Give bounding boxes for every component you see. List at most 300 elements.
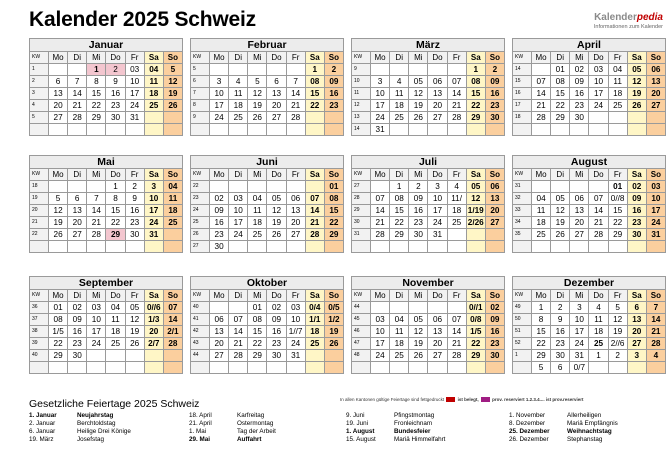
day-cell[interactable]: 2 bbox=[125, 181, 144, 193]
day-cell[interactable]: 10 bbox=[589, 76, 608, 88]
day-cell[interactable]: 06 bbox=[428, 314, 447, 326]
day-cell[interactable]: 28 bbox=[532, 112, 551, 124]
day-cell[interactable]: 28 bbox=[447, 112, 466, 124]
day-cell[interactable]: 01 bbox=[608, 181, 627, 193]
day-cell[interactable]: 24 bbox=[229, 229, 248, 241]
day-cell[interactable]: 1 bbox=[305, 64, 324, 76]
day-cell[interactable]: 20 bbox=[627, 326, 646, 338]
day-cell[interactable]: 16 bbox=[627, 205, 646, 217]
day-cell[interactable]: 6 bbox=[627, 302, 646, 314]
day-cell[interactable]: 06 bbox=[286, 193, 305, 205]
day-cell[interactable]: 5 bbox=[49, 193, 68, 205]
day-cell[interactable]: 02 bbox=[68, 302, 87, 314]
day-cell[interactable]: 30 bbox=[551, 350, 570, 362]
day-cell[interactable]: 05 bbox=[125, 302, 144, 314]
day-cell[interactable]: 30 bbox=[485, 350, 504, 362]
day-cell[interactable]: 11 bbox=[532, 205, 551, 217]
day-cell[interactable]: 5 bbox=[248, 76, 267, 88]
day-cell[interactable]: 16 bbox=[570, 88, 589, 100]
day-cell[interactable]: 4 bbox=[589, 302, 608, 314]
day-cell[interactable]: 24 bbox=[210, 112, 229, 124]
day-cell[interactable]: 1/2 bbox=[324, 314, 343, 326]
day-cell[interactable]: 04 bbox=[106, 302, 125, 314]
day-cell[interactable]: 30 bbox=[267, 350, 286, 362]
day-cell[interactable]: 31 bbox=[428, 229, 447, 241]
day-cell[interactable]: 0//6 bbox=[144, 302, 163, 314]
day-cell[interactable]: 1//7 bbox=[286, 326, 305, 338]
day-cell[interactable]: 23 bbox=[106, 100, 125, 112]
day-cell[interactable]: 20 bbox=[570, 217, 589, 229]
day-cell[interactable]: 01 bbox=[324, 181, 343, 193]
day-cell[interactable]: 22 bbox=[466, 100, 485, 112]
day-cell[interactable]: 18 bbox=[390, 100, 409, 112]
day-cell[interactable]: 22 bbox=[390, 217, 409, 229]
day-cell[interactable]: 7 bbox=[87, 193, 106, 205]
day-cell[interactable]: 12 bbox=[409, 88, 428, 100]
day-cell[interactable]: 28 bbox=[87, 229, 106, 241]
day-cell[interactable]: 7 bbox=[286, 76, 305, 88]
day-cell[interactable]: 26 bbox=[627, 100, 646, 112]
day-cell[interactable]: 02 bbox=[627, 181, 646, 193]
day-cell[interactable]: 30 bbox=[409, 229, 428, 241]
day-cell[interactable]: 28 bbox=[589, 229, 608, 241]
day-cell[interactable]: 11 bbox=[608, 76, 627, 88]
day-cell[interactable]: 10 bbox=[125, 76, 144, 88]
day-cell[interactable]: 11 bbox=[248, 205, 267, 217]
day-cell[interactable]: 28 bbox=[286, 112, 305, 124]
day-cell[interactable]: 14 bbox=[646, 314, 665, 326]
day-cell[interactable]: 13 bbox=[428, 326, 447, 338]
day-cell[interactable]: 04 bbox=[248, 193, 267, 205]
day-cell[interactable]: 30 bbox=[125, 229, 144, 241]
day-cell[interactable]: 21 bbox=[371, 217, 390, 229]
day-cell[interactable]: 8 bbox=[106, 193, 125, 205]
day-cell[interactable]: 7 bbox=[646, 302, 665, 314]
day-cell[interactable]: 06 bbox=[210, 314, 229, 326]
day-cell[interactable]: 25 bbox=[532, 229, 551, 241]
day-cell[interactable]: 14 bbox=[447, 326, 466, 338]
day-cell[interactable]: 19 bbox=[627, 88, 646, 100]
day-cell[interactable]: 29 bbox=[466, 112, 485, 124]
day-cell[interactable]: 20 bbox=[68, 217, 87, 229]
day-cell[interactable]: 17 bbox=[646, 205, 665, 217]
day-cell[interactable]: 08 bbox=[248, 314, 267, 326]
day-cell[interactable]: 12 bbox=[466, 193, 485, 205]
day-cell[interactable]: 16 bbox=[267, 326, 286, 338]
day-cell[interactable]: 09 bbox=[267, 314, 286, 326]
day-cell[interactable]: 16 bbox=[324, 88, 343, 100]
day-cell[interactable]: 24 bbox=[144, 217, 163, 229]
day-cell[interactable]: 06 bbox=[485, 181, 504, 193]
day-cell[interactable]: 09 bbox=[570, 76, 589, 88]
day-cell[interactable]: 31 bbox=[371, 124, 390, 136]
day-cell[interactable]: 14 bbox=[68, 88, 87, 100]
day-cell[interactable]: 14 bbox=[447, 88, 466, 100]
day-cell[interactable]: 12 bbox=[267, 205, 286, 217]
day-cell[interactable]: 16 bbox=[409, 205, 428, 217]
day-cell[interactable]: 27 bbox=[68, 229, 87, 241]
day-cell[interactable]: 10 bbox=[229, 205, 248, 217]
day-cell[interactable]: 02 bbox=[267, 302, 286, 314]
day-cell[interactable]: 28 bbox=[447, 350, 466, 362]
day-cell[interactable]: 22 bbox=[87, 100, 106, 112]
day-cell[interactable]: 19 bbox=[608, 326, 627, 338]
day-cell[interactable]: 22 bbox=[305, 100, 324, 112]
day-cell[interactable]: 11 bbox=[106, 314, 125, 326]
day-cell[interactable]: 27 bbox=[428, 350, 447, 362]
day-cell[interactable]: 21 bbox=[286, 100, 305, 112]
day-cell[interactable]: 24 bbox=[125, 100, 144, 112]
day-cell[interactable]: 08 bbox=[49, 314, 68, 326]
day-cell[interactable]: 27 bbox=[49, 112, 68, 124]
day-cell[interactable]: 20 bbox=[485, 205, 504, 217]
day-cell[interactable]: 24 bbox=[371, 350, 390, 362]
day-cell[interactable]: 2/26 bbox=[467, 218, 484, 227]
day-cell[interactable]: 3 bbox=[371, 76, 390, 88]
day-cell[interactable]: 6 bbox=[267, 76, 286, 88]
day-cell[interactable]: 17 bbox=[210, 100, 229, 112]
day-cell[interactable]: 10 bbox=[570, 314, 589, 326]
day-cell[interactable]: 31 bbox=[646, 229, 665, 241]
day-cell[interactable]: 28 bbox=[163, 338, 182, 350]
day-cell[interactable]: 18 bbox=[589, 326, 608, 338]
day-cell[interactable]: 1 bbox=[589, 350, 608, 362]
day-cell[interactable]: 12 bbox=[49, 205, 68, 217]
day-cell[interactable]: 13 bbox=[49, 88, 68, 100]
day-cell[interactable]: 26 bbox=[409, 350, 428, 362]
day-cell[interactable]: 12 bbox=[608, 314, 627, 326]
day-cell[interactable]: 28 bbox=[371, 229, 390, 241]
day-cell[interactable]: 17 bbox=[229, 217, 248, 229]
day-cell[interactable]: 06 bbox=[646, 64, 665, 76]
day-cell[interactable]: 22 bbox=[106, 217, 125, 229]
day-cell[interactable]: 16 bbox=[485, 88, 504, 100]
day-cell[interactable]: 18 bbox=[305, 326, 324, 338]
day-cell[interactable]: 04 bbox=[532, 193, 551, 205]
day-cell[interactable]: 01 bbox=[49, 302, 68, 314]
day-cell[interactable]: 08 bbox=[551, 76, 570, 88]
day-cell[interactable]: 19 bbox=[409, 338, 428, 350]
day-cell[interactable]: 30 bbox=[106, 112, 125, 124]
day-cell[interactable]: 8 bbox=[532, 314, 551, 326]
day-cell[interactable]: 19 bbox=[49, 217, 68, 229]
day-cell[interactable]: 23 bbox=[125, 217, 144, 229]
day-cell[interactable]: 29 bbox=[466, 350, 485, 362]
day-cell[interactable]: 11 bbox=[589, 314, 608, 326]
day-cell[interactable]: 29 bbox=[608, 229, 627, 241]
day-cell[interactable]: 11 bbox=[163, 193, 182, 205]
day-cell[interactable]: 27 bbox=[428, 112, 447, 124]
day-cell[interactable]: 0//1 bbox=[466, 302, 485, 314]
day-cell[interactable]: 19 bbox=[248, 100, 267, 112]
day-cell[interactable]: 24 bbox=[87, 338, 106, 350]
day-cell[interactable]: 03 bbox=[286, 302, 305, 314]
day-cell[interactable]: 9 bbox=[125, 193, 144, 205]
day-cell[interactable]: 23 bbox=[324, 100, 343, 112]
day-cell[interactable]: 11/ bbox=[447, 193, 466, 205]
day-cell[interactable]: 04 bbox=[144, 64, 163, 76]
day-cell[interactable]: 2 bbox=[485, 64, 504, 76]
day-cell[interactable]: 28 bbox=[646, 338, 665, 350]
day-cell[interactable]: 30 bbox=[68, 350, 87, 362]
day-cell[interactable]: 19 bbox=[324, 326, 343, 338]
day-cell[interactable]: 3 bbox=[428, 181, 447, 193]
day-cell[interactable]: 13 bbox=[485, 193, 504, 205]
day-cell[interactable]: 01 bbox=[248, 302, 267, 314]
day-cell[interactable]: 1 bbox=[87, 64, 106, 76]
day-cell[interactable]: 26 bbox=[324, 338, 343, 350]
day-cell[interactable]: 5 bbox=[608, 302, 627, 314]
day-cell[interactable]: 09 bbox=[324, 76, 343, 88]
day-cell[interactable]: 21 bbox=[87, 217, 106, 229]
day-cell[interactable]: 16 bbox=[125, 205, 144, 217]
day-cell[interactable]: 15 bbox=[305, 88, 324, 100]
day-cell[interactable]: 15 bbox=[466, 88, 485, 100]
day-cell[interactable]: 07 bbox=[447, 314, 466, 326]
day-cell[interactable]: 1 bbox=[106, 181, 125, 193]
day-cell[interactable]: 2 bbox=[551, 302, 570, 314]
day-cell[interactable]: 20 bbox=[267, 100, 286, 112]
day-cell[interactable]: 14 bbox=[371, 205, 390, 217]
day-cell[interactable]: 9 bbox=[106, 76, 125, 88]
day-cell[interactable]: 25 bbox=[106, 338, 125, 350]
day-cell[interactable]: 17 bbox=[371, 338, 390, 350]
day-cell[interactable]: 18 bbox=[106, 326, 125, 338]
day-cell[interactable]: 16 bbox=[551, 326, 570, 338]
day-cell[interactable]: 06 bbox=[570, 193, 589, 205]
day-cell[interactable]: 23 bbox=[210, 229, 229, 241]
day-cell[interactable]: 21 bbox=[305, 217, 324, 229]
day-cell[interactable]: 07 bbox=[447, 76, 466, 88]
day-cell[interactable]: 15 bbox=[608, 205, 627, 217]
day-cell[interactable]: 4 bbox=[390, 76, 409, 88]
day-cell[interactable]: 23 bbox=[485, 338, 504, 350]
day-cell[interactable]: 25 bbox=[248, 229, 267, 241]
day-cell[interactable]: 16 bbox=[210, 217, 229, 229]
day-cell[interactable]: 2 bbox=[409, 181, 428, 193]
day-cell[interactable]: 09 bbox=[485, 76, 504, 88]
day-cell[interactable]: 5 bbox=[163, 64, 182, 76]
day-cell[interactable]: 14 bbox=[589, 205, 608, 217]
day-cell[interactable]: 27 bbox=[210, 350, 229, 362]
day-cell[interactable]: 17 bbox=[570, 326, 589, 338]
day-cell[interactable]: 26 bbox=[409, 112, 428, 124]
brand-logo[interactable] bbox=[594, 12, 663, 30]
day-cell[interactable]: 21 bbox=[532, 100, 551, 112]
day-cell[interactable]: 6 bbox=[551, 362, 570, 374]
day-cell[interactable]: 30 bbox=[210, 241, 229, 253]
day-cell[interactable]: 15 bbox=[87, 88, 106, 100]
day-cell[interactable]: 05 bbox=[551, 193, 570, 205]
day-cell[interactable]: 26 bbox=[267, 229, 286, 241]
day-cell[interactable]: 2 bbox=[106, 64, 125, 76]
day-cell[interactable]: 24 bbox=[428, 217, 447, 229]
day-cell[interactable]: 12 bbox=[627, 76, 646, 88]
day-cell[interactable]: 30 bbox=[485, 112, 504, 124]
day-cell[interactable]: 1/5 bbox=[49, 326, 68, 338]
day-cell[interactable]: 08 bbox=[324, 193, 343, 205]
day-cell[interactable]: 28 bbox=[68, 112, 87, 124]
day-cell[interactable]: 02 bbox=[210, 193, 229, 205]
day-cell[interactable]: 6 bbox=[68, 193, 87, 205]
day-cell[interactable]: 16 bbox=[485, 326, 504, 338]
day-cell[interactable]: 20 bbox=[646, 88, 665, 100]
day-cell[interactable]: 27 bbox=[627, 338, 646, 350]
day-cell[interactable]: 20 bbox=[144, 326, 163, 338]
day-cell[interactable]: 25 bbox=[390, 112, 409, 124]
day-cell[interactable]: 11 bbox=[229, 88, 248, 100]
day-cell[interactable]: 3 bbox=[144, 181, 163, 193]
day-cell[interactable]: 2 bbox=[608, 350, 627, 362]
day-cell[interactable]: 25 bbox=[163, 217, 182, 229]
day-cell[interactable]: 10 bbox=[286, 314, 305, 326]
day-cell[interactable]: 7 bbox=[68, 76, 87, 88]
day-cell[interactable]: 10 bbox=[144, 193, 163, 205]
day-cell[interactable]: 29 bbox=[551, 112, 570, 124]
day-cell[interactable]: 01 bbox=[551, 64, 570, 76]
day-cell[interactable]: 19 bbox=[267, 217, 286, 229]
day-cell[interactable]: 31 bbox=[286, 350, 305, 362]
day-cell[interactable]: 09 bbox=[627, 193, 646, 205]
day-cell[interactable]: 0/8 bbox=[466, 314, 485, 326]
day-cell[interactable]: 13 bbox=[646, 76, 665, 88]
day-cell[interactable]: 21 bbox=[68, 100, 87, 112]
day-cell[interactable]: 07 bbox=[371, 193, 390, 205]
day-cell[interactable]: 19 bbox=[163, 88, 182, 100]
day-cell[interactable]: 26 bbox=[49, 229, 68, 241]
day-cell[interactable]: 12 bbox=[409, 326, 428, 338]
day-cell[interactable]: 05 bbox=[627, 64, 646, 76]
day-cell[interactable]: 3 bbox=[570, 302, 589, 314]
day-cell[interactable]: 26 bbox=[163, 100, 182, 112]
day-cell[interactable]: 04 bbox=[390, 314, 409, 326]
day-cell[interactable]: 14 bbox=[163, 314, 182, 326]
day-cell[interactable]: 22 bbox=[324, 217, 343, 229]
day-cell[interactable]: 25 bbox=[144, 100, 163, 112]
day-cell[interactable]: 24 bbox=[646, 217, 665, 229]
day-cell[interactable]: 07 bbox=[532, 76, 551, 88]
day-cell[interactable]: 3 bbox=[627, 350, 646, 362]
day-cell[interactable]: 04 bbox=[163, 181, 182, 193]
day-cell[interactable]: 23 bbox=[409, 217, 428, 229]
day-cell[interactable]: 08 bbox=[305, 76, 324, 88]
day-cell[interactable]: 2/1 bbox=[163, 326, 182, 338]
day-cell[interactable]: 15 bbox=[551, 88, 570, 100]
day-cell[interactable]: 04 bbox=[608, 64, 627, 76]
day-cell[interactable]: 12 bbox=[248, 88, 267, 100]
day-cell[interactable]: 25 bbox=[589, 338, 608, 350]
day-cell[interactable]: 18 bbox=[229, 100, 248, 112]
day-cell[interactable]: 10 bbox=[87, 314, 106, 326]
day-cell[interactable]: 0/7 bbox=[570, 362, 589, 374]
day-cell[interactable]: 29 bbox=[390, 229, 409, 241]
day-cell[interactable]: 26 bbox=[551, 229, 570, 241]
day-cell[interactable]: 23 bbox=[485, 100, 504, 112]
day-cell[interactable]: 23 bbox=[551, 338, 570, 350]
day-cell[interactable]: 29 bbox=[87, 112, 106, 124]
day-cell[interactable]: 07 bbox=[589, 193, 608, 205]
day-cell[interactable]: 03 bbox=[371, 314, 390, 326]
day-cell[interactable]: 4 bbox=[229, 76, 248, 88]
day-cell[interactable]: 17 bbox=[371, 100, 390, 112]
day-cell[interactable]: 2 bbox=[324, 64, 343, 76]
day-cell[interactable]: 23 bbox=[570, 100, 589, 112]
day-cell[interactable]: 03 bbox=[589, 64, 608, 76]
day-cell[interactable]: 18 bbox=[144, 88, 163, 100]
day-cell[interactable]: 28 bbox=[229, 350, 248, 362]
day-cell[interactable]: 09 bbox=[409, 193, 428, 205]
day-cell[interactable]: 09 bbox=[210, 205, 229, 217]
day-cell[interactable]: 23 bbox=[267, 338, 286, 350]
day-cell[interactable]: 15 bbox=[390, 205, 409, 217]
day-cell[interactable]: 17 bbox=[125, 88, 144, 100]
day-cell[interactable]: 27 bbox=[286, 229, 305, 241]
day-cell[interactable]: 13 bbox=[68, 205, 87, 217]
day-cell[interactable]: 14 bbox=[532, 88, 551, 100]
day-cell[interactable]: 19 bbox=[409, 100, 428, 112]
day-cell[interactable]: 10 bbox=[371, 326, 390, 338]
day-cell[interactable]: 24 bbox=[570, 338, 589, 350]
day-cell[interactable]: 2//6 bbox=[608, 338, 627, 350]
day-cell[interactable]: 19 bbox=[551, 217, 570, 229]
day-cell[interactable]: 13 bbox=[267, 88, 286, 100]
day-cell[interactable]: 4 bbox=[646, 350, 665, 362]
day-cell[interactable]: 13 bbox=[570, 205, 589, 217]
day-cell[interactable]: 08 bbox=[390, 193, 409, 205]
day-cell[interactable]: 03 bbox=[87, 302, 106, 314]
day-cell[interactable]: 21 bbox=[229, 338, 248, 350]
day-cell[interactable]: 15 bbox=[324, 205, 343, 217]
day-cell[interactable]: 03 bbox=[229, 193, 248, 205]
day-cell[interactable]: 1 bbox=[466, 64, 485, 76]
day-cell[interactable]: 11 bbox=[390, 326, 409, 338]
day-cell[interactable]: 12 bbox=[551, 205, 570, 217]
day-cell[interactable]: 27 bbox=[570, 229, 589, 241]
day-cell[interactable]: 22 bbox=[248, 338, 267, 350]
day-cell[interactable]: 05 bbox=[267, 193, 286, 205]
day-cell[interactable]: 1 bbox=[532, 302, 551, 314]
day-cell[interactable]: 25 bbox=[229, 112, 248, 124]
day-cell[interactable]: 29 bbox=[324, 229, 343, 241]
day-cell[interactable]: 06 bbox=[428, 76, 447, 88]
day-cell[interactable]: 14 bbox=[305, 205, 324, 217]
day-cell[interactable]: 28 bbox=[305, 229, 324, 241]
day-cell[interactable]: 14 bbox=[87, 205, 106, 217]
day-cell[interactable]: 13 bbox=[627, 314, 646, 326]
day-cell[interactable]: 18 bbox=[532, 217, 551, 229]
day-cell[interactable]: 8 bbox=[87, 76, 106, 88]
day-cell[interactable]: 1/1 bbox=[305, 314, 324, 326]
day-cell[interactable]: 24 bbox=[371, 112, 390, 124]
day-cell[interactable]: 21 bbox=[646, 326, 665, 338]
day-cell[interactable]: 17 bbox=[589, 88, 608, 100]
day-cell[interactable]: 23 bbox=[627, 217, 646, 229]
day-cell[interactable]: 31 bbox=[125, 112, 144, 124]
day-cell[interactable]: 18 bbox=[248, 217, 267, 229]
day-cell[interactable]: 27 bbox=[485, 217, 504, 229]
day-cell[interactable]: 0/5 bbox=[324, 302, 343, 314]
day-cell[interactable]: 1 bbox=[390, 181, 409, 193]
day-cell[interactable]: 20 bbox=[49, 100, 68, 112]
day-cell[interactable]: 1/3 bbox=[144, 314, 163, 326]
day-cell[interactable]: 20 bbox=[210, 338, 229, 350]
day-cell[interactable]: 29 bbox=[49, 350, 68, 362]
day-cell[interactable]: 18 bbox=[390, 338, 409, 350]
day-cell[interactable]: 12 bbox=[163, 76, 182, 88]
day-cell[interactable]: 27 bbox=[267, 112, 286, 124]
day-cell[interactable]: 22 bbox=[466, 338, 485, 350]
day-cell[interactable]: 13 bbox=[286, 205, 305, 217]
